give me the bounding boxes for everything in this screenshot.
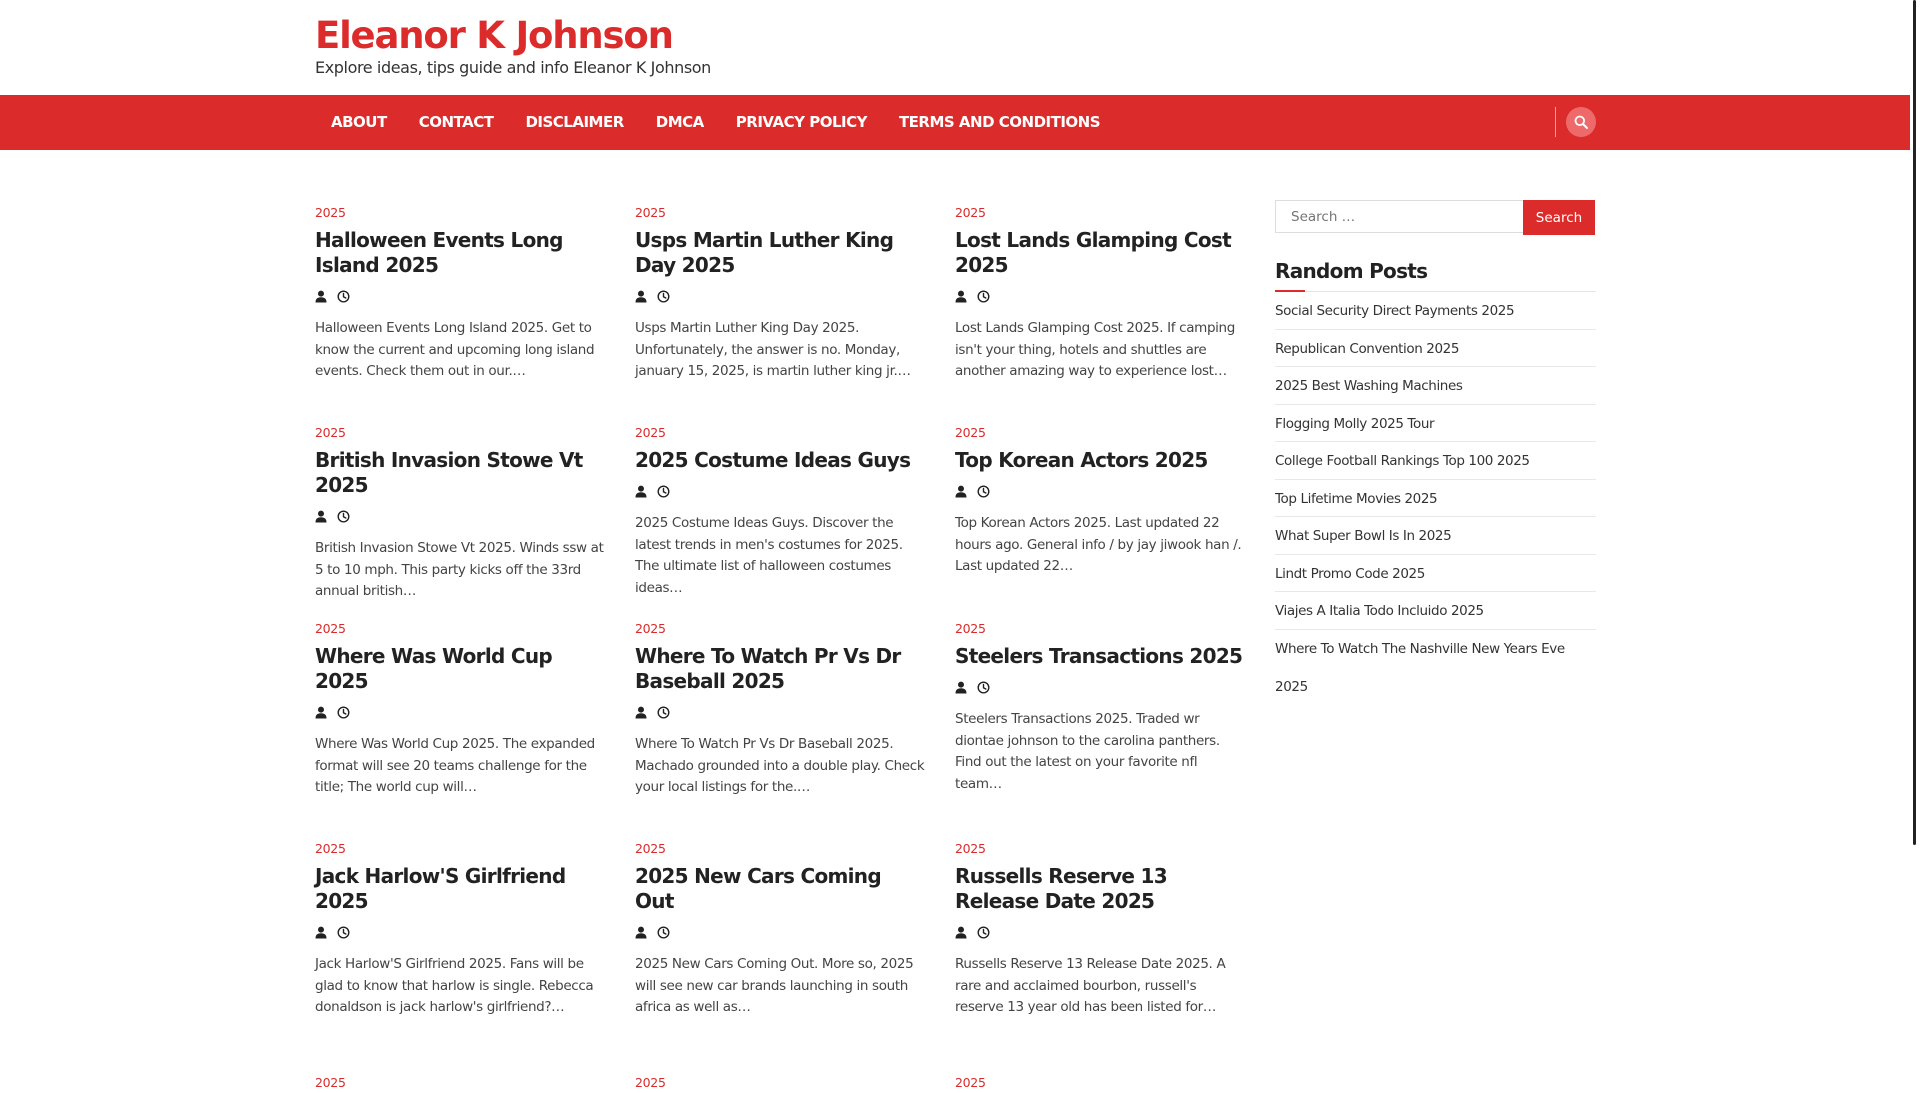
author-icon[interactable]: [955, 485, 967, 498]
post-excerpt: 2025 New Cars Coming Out. More so, 2025 will see new car brands launching in south africa as well as…: [635, 956, 914, 1015]
author-icon[interactable]: [955, 926, 967, 939]
author-icon[interactable]: [315, 706, 327, 719]
random-post-link[interactable]: Where To Watch The Nashville New Years Eve 2025: [1275, 640, 1565, 695]
post-excerpt: Lost Lands Glamping Cost 2025. If camping isn't your thing, hotels and shuttles are another amazing way to experience lost…: [955, 320, 1235, 379]
post-category[interactable]: 2025: [635, 1075, 666, 1090]
post-card: [315, 1075, 605, 1093]
nav-item-disclaimer[interactable]: DISCLAIMER: [525, 113, 624, 131]
post-title[interactable]: Where To Watch Pr Vs Dr Baseball 2025: [635, 644, 901, 693]
author-icon[interactable]: [955, 681, 967, 694]
author-icon[interactable]: [635, 926, 647, 939]
clock-icon[interactable]: [337, 510, 350, 523]
clock-icon[interactable]: [657, 290, 670, 303]
random-post-link[interactable]: Republican Convention 2025: [1275, 330, 1596, 368]
search-button[interactable]: Search: [1523, 200, 1595, 235]
sidebar-search-form: [1275, 200, 1596, 235]
random-post-link[interactable]: Flogging Molly 2025 Tour: [1275, 405, 1596, 443]
post-card: [635, 841, 925, 1019]
clock-icon[interactable]: [977, 290, 990, 303]
post-title[interactable]: Usps Martin Luther King Day 2025: [635, 228, 894, 277]
nav-menu: [315, 95, 1116, 150]
post-excerpt: Steelers Transactions 2025. Traded wr diontae johnson to the carolina panthers. Find out the latest on your favorite nfl team…: [955, 711, 1220, 792]
post-category[interactable]: 2025: [635, 205, 666, 220]
post-meta: [635, 704, 925, 720]
author-icon[interactable]: [635, 290, 647, 303]
sidebar: [1275, 200, 1596, 695]
post-meta: [315, 704, 605, 720]
post-meta: [315, 508, 605, 524]
post-title[interactable]: Jack Harlow'S Girlfriend 2025: [315, 864, 566, 913]
post-meta: [955, 483, 1245, 499]
post-category[interactable]: 2025: [315, 1075, 346, 1090]
nav-item-contact[interactable]: CONTACT: [418, 113, 494, 131]
author-icon[interactable]: [315, 290, 327, 303]
clock-icon[interactable]: [337, 290, 350, 303]
post-title[interactable]: 2025 Costume Ideas Guys: [635, 448, 911, 472]
scrollbar-thumb[interactable]: [1913, 0, 1916, 845]
post-card: [635, 621, 925, 799]
random-post-link[interactable]: What Super Bowl Is In 2025: [1275, 517, 1596, 555]
post-title[interactable]: 2025 New Cars Coming Out: [635, 864, 881, 913]
post-category[interactable]: 2025: [955, 1075, 986, 1090]
clock-icon[interactable]: [977, 926, 990, 939]
post-meta: [955, 288, 1245, 304]
post-card: [315, 205, 605, 383]
random-posts-title: Random Posts: [1275, 259, 1596, 292]
post-category[interactable]: 2025: [635, 841, 666, 856]
author-icon[interactable]: [635, 485, 647, 498]
post-title[interactable]: Lost Lands Glamping Cost 2025: [955, 228, 1231, 277]
post-excerpt: British Invasion Stowe Vt 2025. Winds ssw at 5 to 10 mph. This party kicks off the 33rd annual british…: [315, 540, 604, 599]
author-icon[interactable]: [315, 510, 327, 523]
post-title[interactable]: British Invasion Stowe Vt 2025: [315, 448, 583, 497]
post-excerpt: Usps Martin Luther King Day 2025. Unfortunately, the answer is no. Monday, january 15, 2025, is martin luther king jr.…: [635, 320, 911, 379]
post-card: [955, 1075, 1245, 1093]
nav-divider: [1555, 107, 1556, 137]
site-description: Explore ideas, tips guide and info Eleanor K Johnson: [315, 58, 711, 77]
post-meta: [315, 288, 605, 304]
post-excerpt: Russells Reserve 13 Release Date 2025. A rare and acclaimed bourbon, russell's reserve 13 year old has been listed for…: [955, 956, 1226, 1015]
post-title[interactable]: Where Was World Cup 2025: [315, 644, 552, 693]
post-title[interactable]: Top Korean Actors 2025: [955, 448, 1208, 472]
random-post-link[interactable]: Viajes A Italia Todo Incluido 2025: [1275, 592, 1596, 630]
random-post-link[interactable]: 2025 Best Washing Machines: [1275, 367, 1596, 405]
post-excerpt: Where To Watch Pr Vs Dr Baseball 2025. Machado grounded into a double play. Check your local listings for the.…: [635, 736, 925, 795]
clock-icon[interactable]: [977, 485, 990, 498]
post-excerpt: Halloween Events Long Island 2025. Get to know the current and upcoming long island events. Check them out in our.…: [315, 320, 595, 379]
post-category[interactable]: 2025: [955, 205, 986, 220]
post-card: [315, 425, 605, 603]
random-post-link[interactable]: College Football Rankings Top 100 2025: [1275, 442, 1596, 480]
post-meta: [635, 924, 925, 940]
post-card: [955, 205, 1245, 383]
author-icon[interactable]: [955, 290, 967, 303]
post-title[interactable]: Halloween Events Long Island 2025: [315, 228, 563, 277]
post-category[interactable]: 2025: [955, 425, 986, 440]
post-category[interactable]: 2025: [315, 621, 346, 636]
clock-icon[interactable]: [337, 706, 350, 719]
nav-item-about[interactable]: ABOUT: [331, 113, 387, 131]
post-title[interactable]: Steelers Transactions 2025: [955, 644, 1243, 668]
random-post-link[interactable]: Lindt Promo Code 2025: [1275, 555, 1596, 593]
nav-item-terms-and-conditions[interactable]: TERMS AND CONDITIONS: [898, 113, 1101, 131]
post-category[interactable]: 2025: [315, 425, 346, 440]
post-excerpt: Where Was World Cup 2025. The expanded format will see 20 teams challenge for the title; The world cup will…: [315, 736, 595, 795]
post-meta: [635, 288, 925, 304]
search-input[interactable]: [1275, 200, 1523, 233]
post-card: [635, 425, 925, 599]
nav-item-dmca[interactable]: DMCA: [655, 113, 704, 131]
post-category[interactable]: 2025: [635, 621, 666, 636]
post-card: [635, 1075, 925, 1093]
post-excerpt: Jack Harlow'S Girlfriend 2025. Fans will be glad to know that harlow is single. Rebecca donaldson is jack harlow's girlfriend?…: [315, 956, 594, 1015]
search-icon[interactable]: [1566, 107, 1596, 137]
post-category[interactable]: 2025: [635, 425, 666, 440]
site-title[interactable]: Eleanor K Johnson: [315, 14, 673, 57]
post-title[interactable]: Russells Reserve 13 Release Date 2025: [955, 864, 1167, 913]
post-category[interactable]: 2025: [315, 205, 346, 220]
clock-icon[interactable]: [977, 681, 990, 694]
author-icon[interactable]: [315, 926, 327, 939]
random-posts-list: [1275, 292, 1596, 695]
clock-icon[interactable]: [657, 485, 670, 498]
post-meta: [955, 924, 1245, 940]
site-header: [0, 0, 1920, 95]
post-card: [955, 621, 1245, 795]
post-card: [315, 621, 605, 799]
post-category[interactable]: 2025: [315, 841, 346, 856]
post-card: [955, 425, 1245, 578]
main-navigation: [0, 95, 1910, 150]
post-meta: [635, 483, 925, 499]
post-card: [955, 841, 1245, 1019]
post-meta: [955, 679, 1245, 695]
post-category[interactable]: 2025: [955, 841, 986, 856]
nav-item-privacy-policy[interactable]: PRIVACY POLICY: [735, 113, 867, 131]
random-post-link[interactable]: Top Lifetime Movies 2025: [1275, 480, 1596, 518]
random-post-link[interactable]: Social Security Direct Payments 2025: [1275, 292, 1596, 330]
post-card: [315, 841, 605, 1019]
post-category[interactable]: 2025: [955, 621, 986, 636]
post-card: [635, 205, 925, 383]
post-excerpt: 2025 Costume Ideas Guys. Discover the latest trends in men's costumes for 2025. The ultimate list of halloween costumes ideas…: [635, 515, 903, 596]
clock-icon[interactable]: [657, 706, 670, 719]
post-meta: [315, 924, 605, 940]
post-excerpt: Top Korean Actors 2025. Last updated 22 hours ago. General info / by jay jiwook han /. Last updated 22…: [955, 515, 1242, 574]
clock-icon[interactable]: [657, 926, 670, 939]
author-icon[interactable]: [635, 706, 647, 719]
clock-icon[interactable]: [337, 926, 350, 939]
